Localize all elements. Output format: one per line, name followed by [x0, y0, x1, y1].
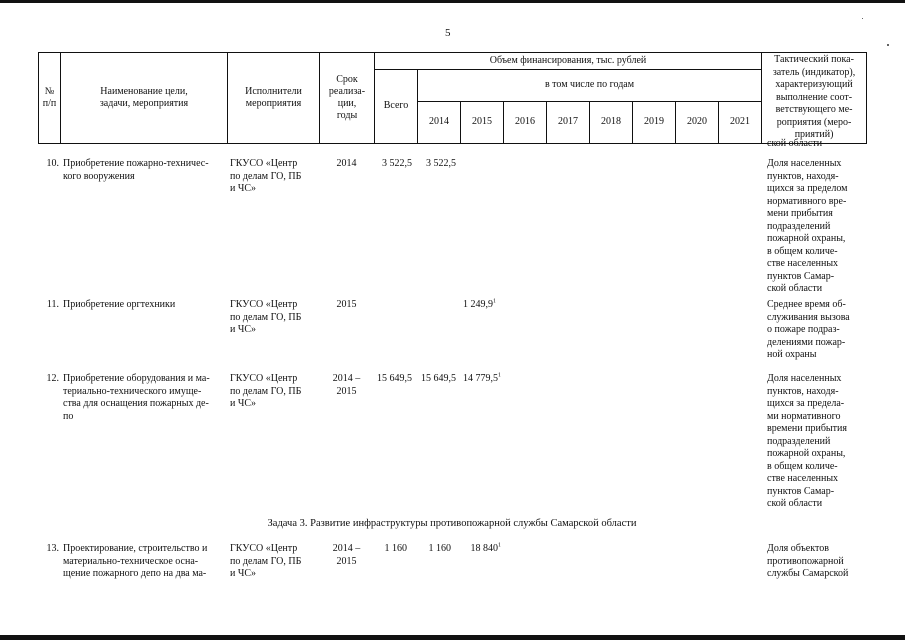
- row-term: 2014 – 2015: [332, 543, 361, 567]
- row-name: Приобретение оборудования и ма- териально-технического имуще- ства для оснащения пожарных де- по: [63, 373, 210, 422]
- row-executor: ГКУСО «Центр по делам ГО, ПБ и ЧС»: [230, 373, 302, 409]
- row-number: 10.: [46, 158, 59, 169]
- row-term: 2014 – 2015: [332, 373, 361, 397]
- row-name: Проектирование, строительство и материально-техническое осна- щение пожарного депо на два ма-: [63, 543, 208, 579]
- table-header: [38, 52, 867, 144]
- header-total: Всего: [375, 70, 418, 144]
- row-2015-value: 14 779,5: [463, 373, 498, 384]
- header-financing: Объем финансирования, тыс. рублей: [375, 53, 762, 70]
- row-number: 11.: [46, 299, 59, 310]
- row-number: 12.: [46, 373, 59, 384]
- header-year: 2019: [633, 101, 676, 143]
- header-num: № п/п: [39, 53, 61, 144]
- row-executor: ГКУСО «Центр по делам ГО, ПБ и ЧС»: [230, 158, 302, 194]
- header-indicator: Тактический пока- затель (индикатор), характеризующий выполнение соот- ветствующего ме- роприятия (меро- приятий): [762, 53, 867, 144]
- row-2015: [446, 299, 496, 312]
- row-2015-value: 1 249,9: [463, 299, 493, 310]
- page-number: 5: [445, 27, 451, 39]
- header-year: 2015: [461, 101, 504, 143]
- row-name: Приобретение оргтехники: [63, 299, 176, 310]
- header-executor: Исполнители мероприятия: [228, 53, 320, 144]
- row-indicator: Доля населенных пунктов, находя- щихся за пределом нормативного вре- мени прибытия подразделений пожарной охраны, в общем количе- стве населенных пунктов Самар- ской области: [767, 158, 848, 294]
- row-indicator: Среднее время об- служивания вызова о пожаре подраз- делениями пожар- ной охраны: [767, 299, 850, 360]
- row-2015: [446, 373, 501, 386]
- header-years-group: в том числе по годам: [418, 70, 762, 102]
- header-year: 2014: [418, 101, 461, 143]
- row-2014: 1 160: [428, 543, 451, 554]
- row-number: 13.: [46, 543, 59, 554]
- row-executor: ГКУСО «Центр по делам ГО, ПБ и ЧС»: [230, 299, 302, 335]
- scan-speck: [862, 18, 863, 19]
- row-term: 2015: [336, 299, 357, 310]
- row-total: 15 649,5: [377, 373, 412, 384]
- top-border-line: [0, 0, 905, 3]
- header-year: 2017: [547, 101, 590, 143]
- bottom-border-line: [0, 635, 905, 640]
- row-2015: [446, 543, 501, 556]
- task3-heading: Задача 3. Развитие инфраструктуры противопожарной службы Самарской области: [267, 518, 637, 529]
- scan-speck: [887, 44, 889, 46]
- row-2014: 15 649,5: [421, 373, 456, 384]
- row-term: 2014: [336, 158, 357, 169]
- footnote-mark: 1: [493, 298, 496, 305]
- row-2014: 3 522,5: [426, 158, 456, 169]
- row-indicator: Доля объектов противопожарной службы Самарской: [767, 543, 849, 579]
- row-total: 1 160: [384, 543, 407, 554]
- row-total: 3 522,5: [382, 158, 412, 169]
- footnote-mark: 1: [498, 542, 501, 549]
- header-term: Срок реализа- ции, годы: [320, 53, 375, 144]
- header-name: Наименование цели, задачи, мероприятия: [61, 53, 228, 144]
- footnote-mark: 1: [498, 372, 501, 379]
- header-year: 2018: [590, 101, 633, 143]
- row-executor: ГКУСО «Центр по делам ГО, ПБ и ЧС»: [230, 543, 302, 579]
- header-year: 2020: [676, 101, 719, 143]
- row-name: Приобретение пожарно-техничес- кого вооружения: [63, 158, 209, 182]
- row-2015-value: 18 840: [470, 543, 498, 554]
- indicator-continuation: ской области: [767, 138, 823, 149]
- header-year: 2021: [719, 101, 762, 143]
- row-indicator: Доля населенных пунктов, находя- щихся за предела- ми нормативного времени прибытия подразделений пожарной охраны, в общем количе- стве населенных пунктов Самар- ской области: [767, 373, 847, 509]
- header-year: 2016: [504, 101, 547, 143]
